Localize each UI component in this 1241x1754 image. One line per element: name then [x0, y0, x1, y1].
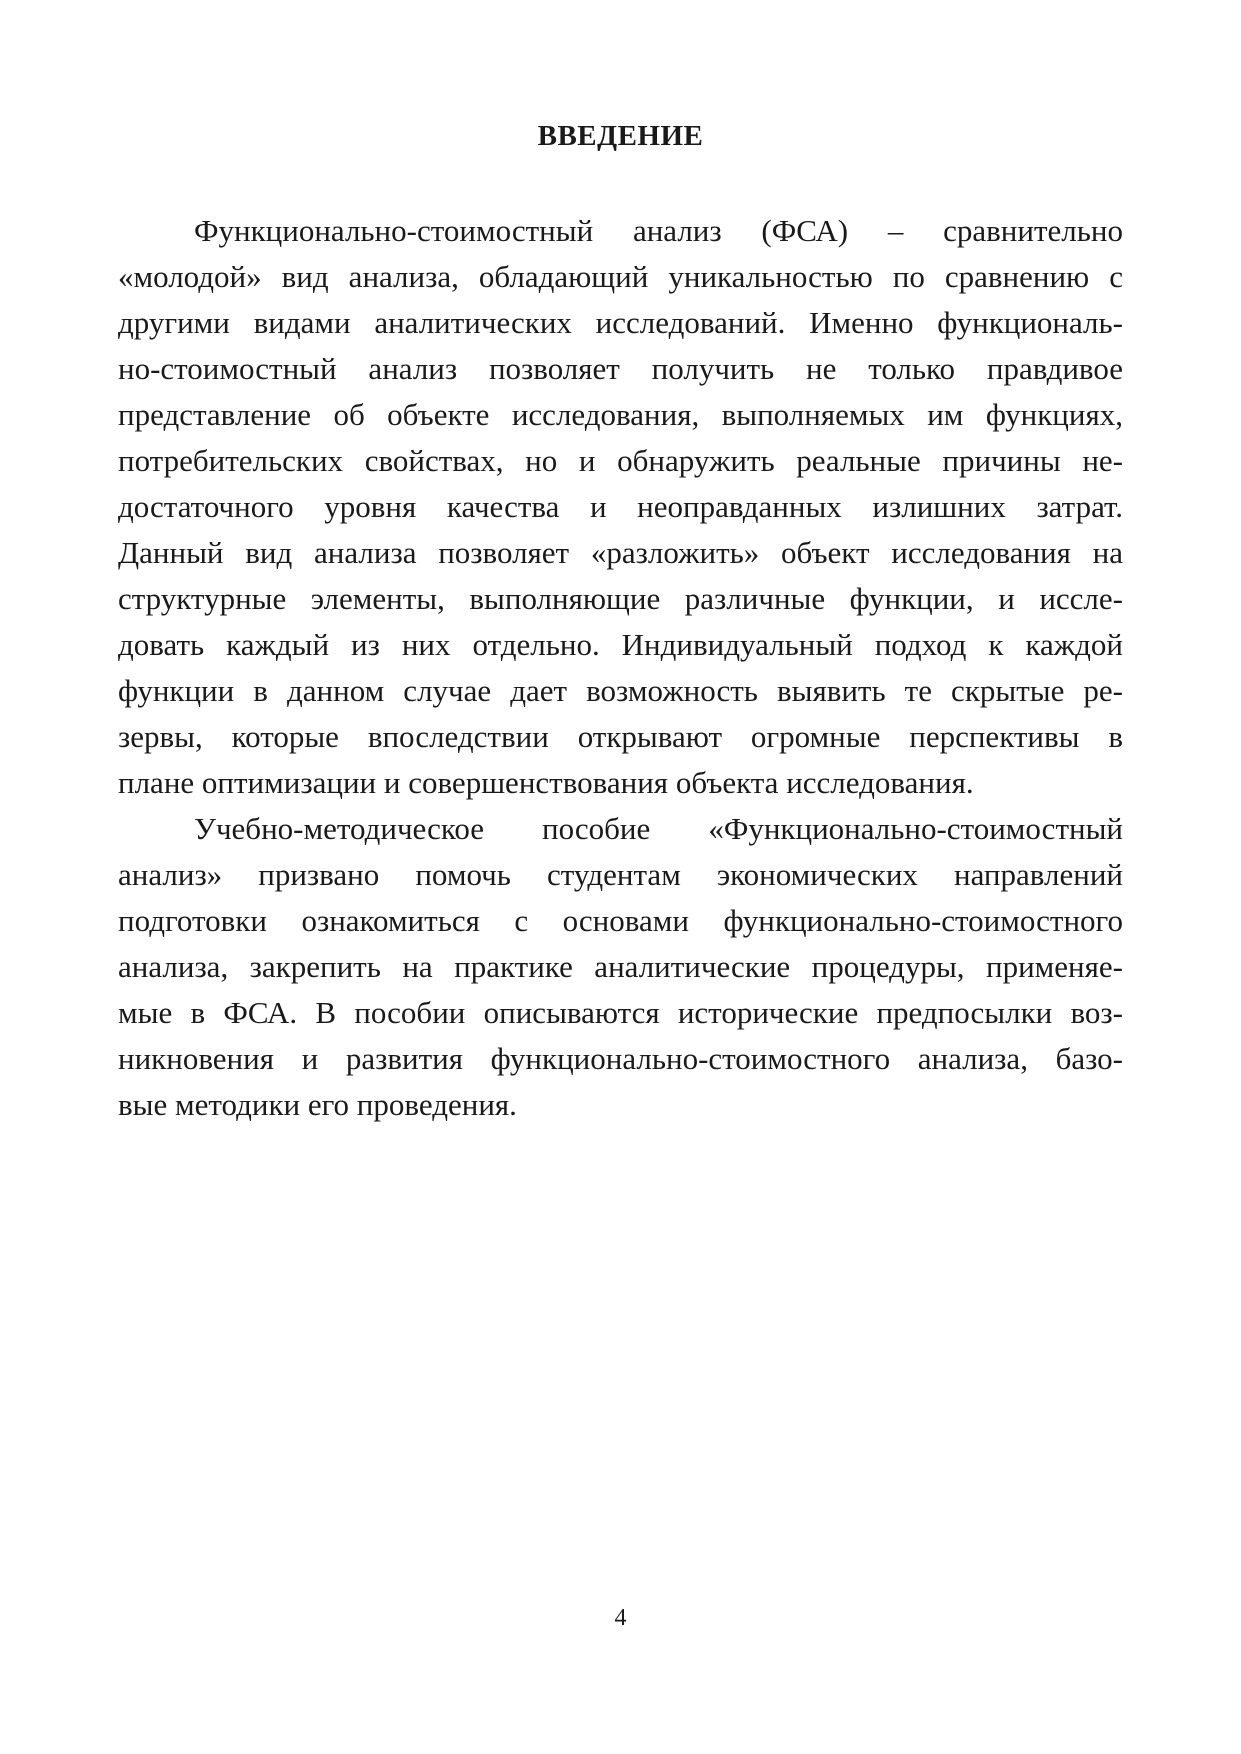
paragraph-line: представление об объекте исследования, выполняемых им функциях, [118, 397, 1123, 432]
paragraph-line: анализ» призвано помочь студентам экономических направлений [118, 857, 1123, 892]
paragraph-line: достаточного уровня качества и неоправданных излишних затрат. [118, 489, 1123, 524]
paragraph-line: Данный вид анализа позволяет «разложить» объект исследования на [118, 535, 1123, 570]
paragraph-line: функции в данном случае дает возможность выявить те скрытые ре- [118, 673, 1123, 708]
page-heading: ВВЕДЕНИЕ [537, 120, 704, 152]
paragraph-line: структурные элементы, выполняющие различные функции, и иссле- [118, 581, 1123, 616]
paragraph-line: никновения и развития функционально-стоимостного анализа, базо- [118, 1041, 1123, 1076]
paragraph-line: зервы, которые впоследствии открывают огромные перспективы в [118, 719, 1123, 754]
paragraph-1 [118, 208, 1123, 806]
paragraph-line: мые в ФСА. В пособии описываются исторические предпосылки воз- [118, 995, 1123, 1030]
paragraph-line: «молодой» вид анализа, обладающий уникальностью по сравнению с [118, 259, 1123, 294]
paragraph-line: потребительских свойствах, но и обнаружить реальные причины не- [118, 443, 1123, 478]
paragraph-line: подготовки ознакомиться с основами функционально-стоимостного [118, 903, 1123, 938]
paragraph-line: но-стоимостный анализ позволяет получить не только правдивое [118, 351, 1123, 386]
paragraph-line: другими видами аналитических исследований. Именно функциональ- [118, 305, 1123, 340]
paragraph-line: вые методики его проведения. [118, 1087, 517, 1122]
paragraph-line: анализа, закрепить на практике аналитические процедуры, применяе- [118, 949, 1123, 984]
body-text [118, 208, 1123, 1128]
paragraph-line: довать каждый из них отдельно. Индивидуальный подход к каждой [118, 627, 1123, 662]
paragraph-line: плане оптимизации и совершенствования объекта исследования. [118, 765, 974, 800]
paragraph-line: Функционально-стоимостный анализ (ФСА) – сравнительно [194, 213, 1123, 248]
page-number: 4 [614, 1605, 627, 1631]
paragraph-2 [118, 806, 1123, 1128]
paragraph-line: Учебно-методическое пособие «Функционально-стоимостный [194, 811, 1123, 846]
